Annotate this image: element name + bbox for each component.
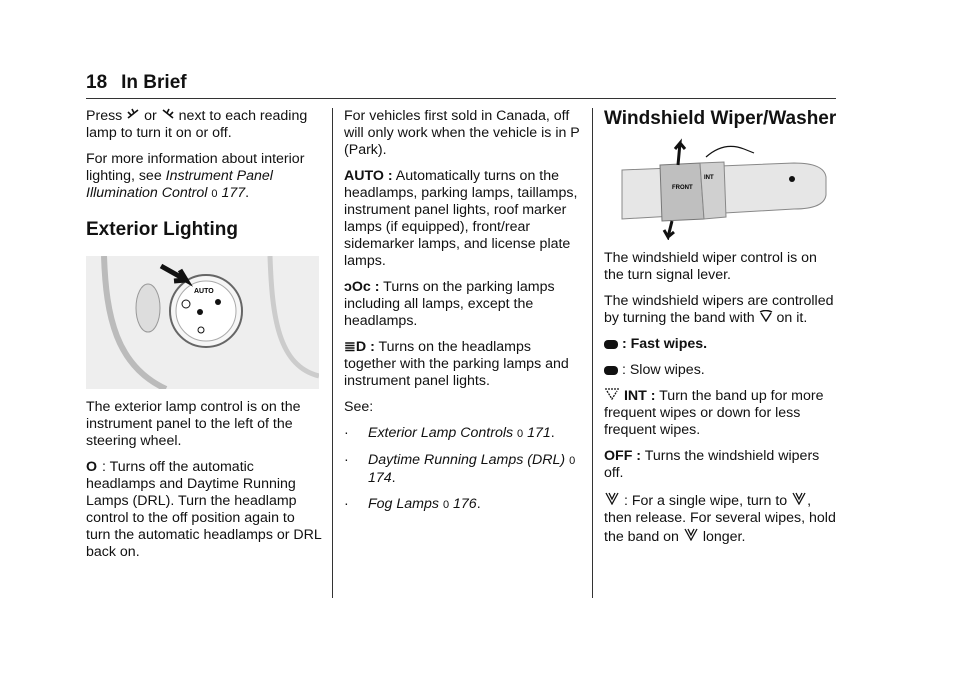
headlamps-paragraph: ≣D : Turns on the headlamps together with the parking lamps and instrument panel lights. [344,339,569,389]
mist-wipe-icon [604,491,620,505]
intermittent-wipe-icon [604,388,620,400]
wiper-band-paragraph: The windshield wipers are controlled by turning the band with on it. [604,293,834,326]
column-3 [604,108,840,555]
list-item: · Fog Lamps 0 176. [344,496,481,512]
exterior-control-paragraph: The exterior lamp control is on the instrument panel to the left of the steering wheel. [86,399,301,449]
exterior-lamp-illustration [86,256,319,389]
fast-wipes-paragraph: : Fast wipes. [604,336,840,353]
column-1 [86,108,322,570]
wiper-lever-figure [604,135,837,240]
wiper-symbol-icon [759,310,773,322]
canada-paragraph: For vehicles first sold in Canada, off will only work when the vehicle is in P (Park). [344,108,580,158]
column-2 [344,108,580,523]
section-title: In Brief [121,72,187,93]
instrument-panel-link[interactable]: Instrument Panel Illumination Control [86,168,273,201]
auto-label: AUTO [194,288,214,295]
mist-wipe-icon [791,491,807,505]
parking-lamp-icon: ᴐOᴄ [344,279,371,295]
page-number: 18 [86,72,108,93]
mist-wipe-icon [683,527,699,541]
mist-paragraph: : For a single wipe, turn to , then release. For several wipes, hold the band on longer. [604,493,836,545]
header-rule [86,98,836,99]
reading-lamp-left-icon [126,108,140,120]
list-item: · Exterior Lamp Controls 0 171. [344,425,555,441]
wiper-heading: Windshield Wiper/Washer [604,108,837,129]
fog-lamps-link[interactable]: Fog Lamps [368,496,439,512]
power-off-icon: O [86,459,98,475]
wiper-off-paragraph: OFF : Turns the windshield wipers off. [604,448,820,481]
front-label: FRONT [672,185,693,191]
auto-paragraph: AUTO : Automatically turns on the headlamps, parking lamps, taillamps, instrument panel lights, roof marker lamps (if equipped), front/rear sidemarker lamps, and license plate lamps. [344,168,578,269]
column-divider-1 [332,108,333,598]
wiper-lever-illustration [604,135,837,240]
wiper-lever-paragraph: The windshield wiper control is on the turn signal lever. [604,250,817,283]
exterior-lamp-control-figure [86,256,319,389]
exterior-lighting-heading: Exterior Lighting [86,219,238,240]
interior-lighting-paragraph: For more information about interior lighting, see Instrument Panel Illumination Control 0 177. [86,151,305,201]
drl-link[interactable]: Daytime Running Lamps (DRL) [368,452,566,468]
fast-wipe-icon [604,340,618,349]
see-label: See: [344,399,374,415]
page-header [86,72,187,94]
reading-lamp-paragraph: Press or next to each reading lamp to turn it on or off. [86,108,308,141]
reading-lamp-right-icon [161,108,175,120]
int-label: INT [704,175,714,181]
headlamp-icon: ≣D [344,339,367,355]
exterior-lamp-controls-link[interactable]: Exterior Lamp Controls [368,425,514,441]
page-ref-arrow-icon: 0 [211,188,218,200]
slow-wipes-paragraph: : Slow wipes. [604,362,840,379]
int-paragraph: INT : Turn the band up for more frequent wipes or down for less frequent wipes. [604,388,824,438]
column-divider-2 [592,108,593,598]
slow-wipe-icon [604,366,618,375]
off-paragraph: O : Turns off the automatic headlamps and Daytime Running Lamps (DRL). Turn the headlamp control to the off position again to turn the automatic headlamps or DRL back on. [86,459,322,560]
parking-lamps-paragraph: ᴐOᴄ : Turns on the parking lamps including all lamps, except the headlamps. [344,279,555,329]
list-item: · Daytime Running Lamps (DRL) 0 174. [344,452,576,486]
